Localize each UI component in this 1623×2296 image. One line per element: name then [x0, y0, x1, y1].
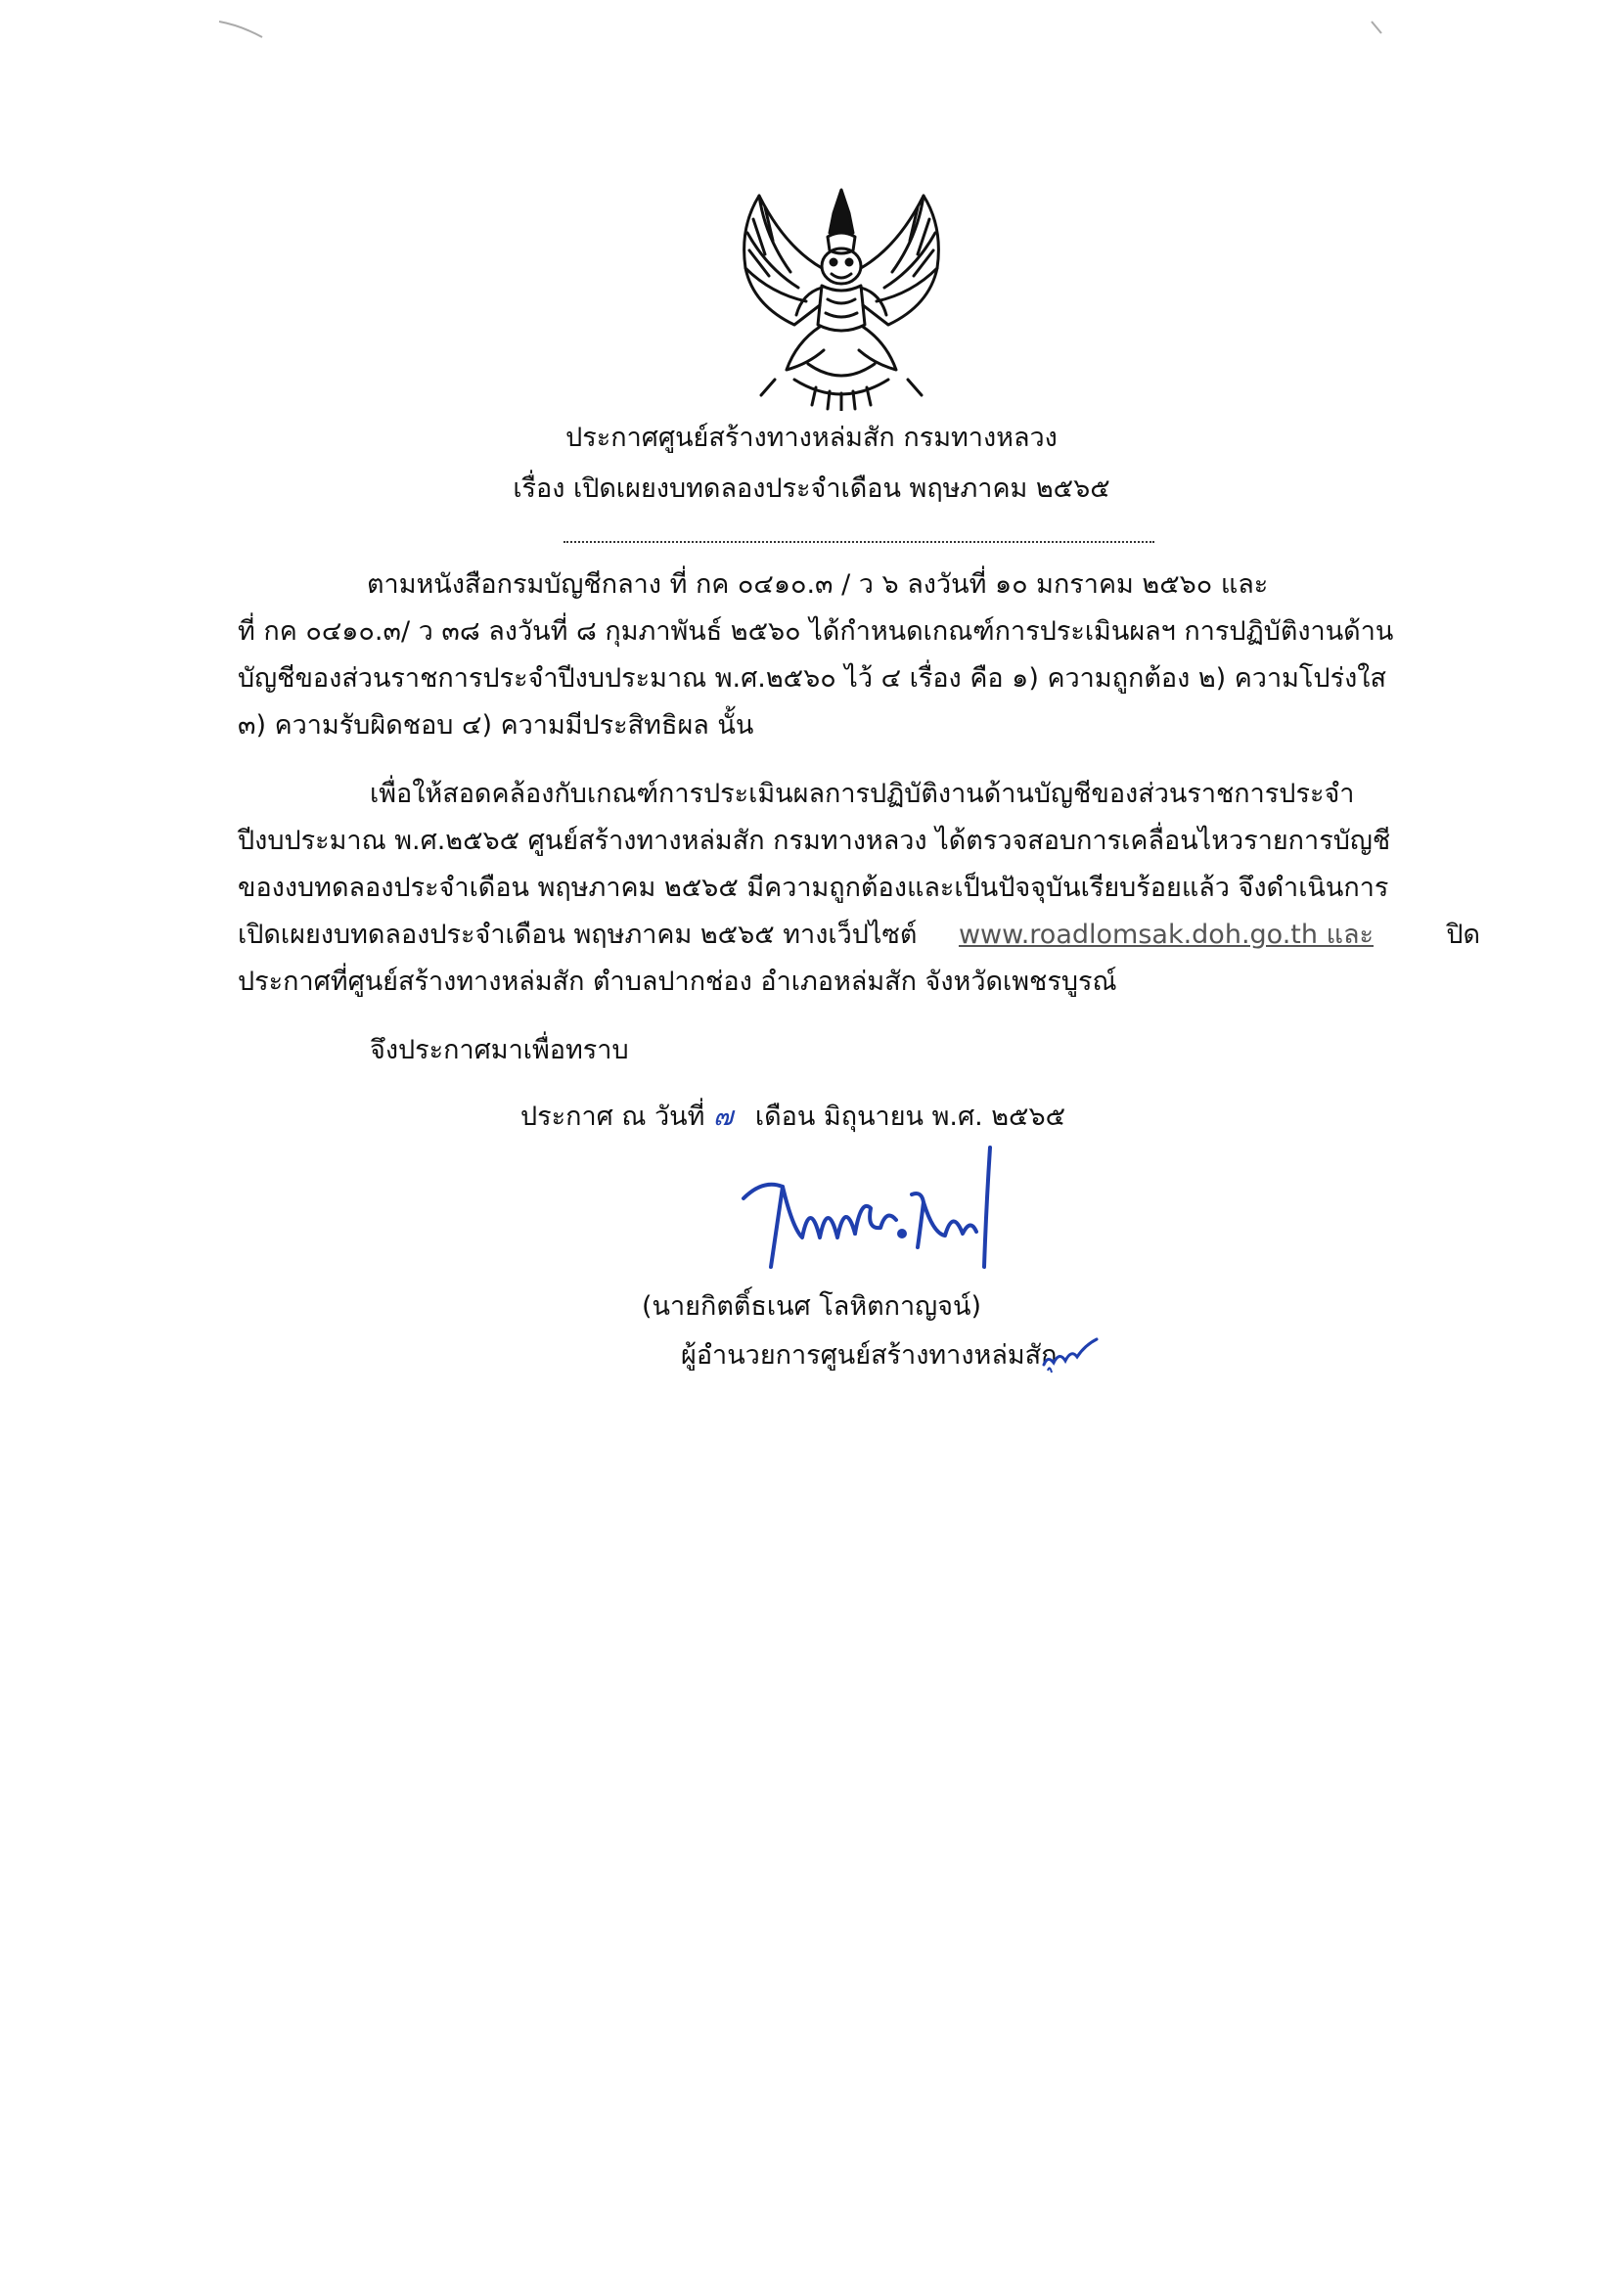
paragraph2-line4-text: เปิดเผยงบทดลองประจำเดือน พฤษภาคม ๒๕๖๕ ทางเว็ปไซต์	[238, 920, 918, 950]
date-prefix: ประกาศ ณ วันที่	[520, 1102, 705, 1132]
scan-mark	[217, 16, 266, 41]
paragraph2-line2: ปีงบประมาณ พ.ศ.๒๕๖๕ ศูนย์สร้างทางหล่มสัก กรมทางหลวง ได้ตรวจสอบการเคลื่อนไหวรายการบัญชี	[238, 826, 1391, 856]
handwritten-signature	[724, 1140, 1017, 1286]
paragraph1-line2: ที่ กค ๐๔๑๐.๓/ ว ๓๘ ลงวันที่ ๘ กุมภาพันธ์ ๒๕๖๐ ได้กำหนดเกณฑ์การประเมินผลฯ การปฏิบัติงานด้าน	[238, 616, 1394, 647]
closing-text: จึงประกาศมาเพื่อทราบ	[370, 1035, 629, 1065]
date-day-handwritten: ๗	[713, 1102, 734, 1132]
paragraph2-line4	[238, 916, 1480, 955]
scan-mark	[1368, 18, 1387, 37]
announcement-subject: เรื่อง เปิดเผยงบทดลองประจำเดือน พฤษภาคม ๒๕๖๕	[513, 473, 1110, 504]
signatory-position: ผู้อำนวยการศูนย์สร้างทางหล่มสัก	[681, 1340, 1058, 1371]
date-suffix: เดือน มิถุนายน พ.ศ. ๒๕๖๕	[754, 1102, 1066, 1132]
announcement-date	[520, 1098, 1065, 1137]
dotted-divider	[564, 541, 1154, 543]
website-link[interactable]: www.roadlomsak.doh.go.th และ	[958, 920, 1375, 950]
paragraph1-line4: ๓) ความรับผิดชอบ ๔) ความมีประสิทธิผล นั้น	[238, 710, 754, 741]
announcement-title: ประกาศศูนย์สร้างทางหล่มสัก กรมทางหลวง	[565, 423, 1058, 453]
garuda-emblem-icon	[726, 178, 957, 411]
paragraph2-line4-end: ปิด	[1446, 920, 1480, 950]
paragraph2-line1: เพื่อให้สอดคล้องกับเกณฑ์การประเมินผลการปฏิบัติงานด้านบัญชีของส่วนราชการประจำ	[370, 779, 1355, 809]
paragraph1-line1: ตามหนังสือกรมบัญชีกลาง ที่ กค ๐๔๑๐.๓ / ว ๖ ลงวันที่ ๑๐ มกราคม ๒๕๖๐ และ	[367, 569, 1269, 600]
paragraph1-line3: บัญชีของส่วนราชการประจำปีงบประมาณ พ.ศ.๒๕๖๐ ไว้ ๔ เรื่อง คือ ๑) ความถูกต้อง ๒) ความโปร่งใส	[238, 663, 1386, 694]
signatory-name: (นายกิตติ์ธเนศ โลหิตกาญจน์)	[642, 1291, 981, 1322]
paragraph2-line3: ของงบทดลองประจำเดือน พฤษภาคม ๒๕๖๕ มีความถูกต้องและเป็นปัจจุบันเรียบร้อยแล้ว จึงดำเนินการ	[238, 873, 1389, 903]
paragraph2-line5: ประกาศที่ศูนย์สร้างทางหล่มสัก ตำบลปากช่อง อำเภอหล่มสัก จังหวัดเพชรบูรณ์	[238, 967, 1117, 997]
initials-mark	[1040, 1335, 1101, 1374]
